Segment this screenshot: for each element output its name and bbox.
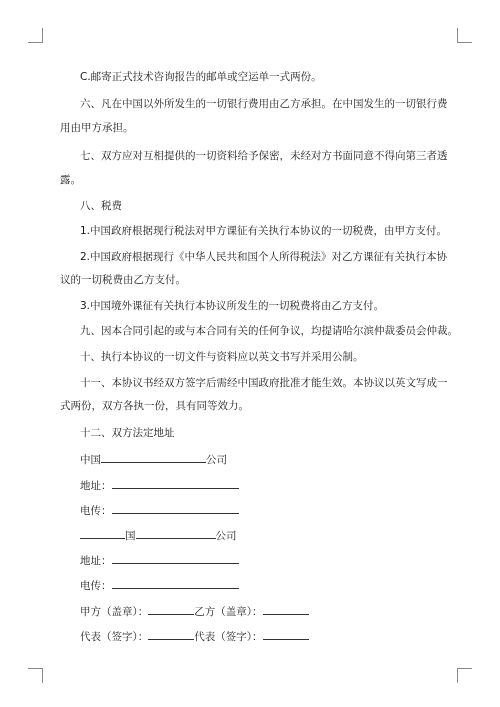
clause-7-line-1: 七、双方应对互相提供的一切资料给予保密，未经对方书面同意不得向第三者透: [80, 150, 448, 162]
clause-11-line-2: 式两份，双方各执一份，具有同等效力。: [60, 400, 249, 412]
seal-row: [80, 603, 309, 619]
party-a-seal-blank[interactable]: [148, 603, 194, 615]
foreign-country-blank[interactable]: [80, 527, 125, 539]
crop-mark-bottom-right: [457, 668, 472, 683]
clause-6-line-2: 用由甲方承担。: [60, 122, 134, 134]
china-telex-blank[interactable]: [112, 502, 239, 514]
clause-8-item-3: 3.中国境外课征有关执行本协议所发生的一切税费将由乙方支付。: [80, 300, 385, 312]
signature-row: [80, 628, 309, 644]
clause-c-mail: C.邮寄正式技术咨询报告的邮单或空运单一式两份。: [80, 71, 322, 83]
party-b-signature-blank[interactable]: [263, 628, 309, 640]
clause-10: 十、执行本协议的一切文件与资料应以英文书写并采用公制。: [80, 351, 364, 363]
party-a-seal-label: 甲方（盖章）：: [80, 606, 149, 618]
party-b-rep-label: 代表（签字）：: [194, 631, 263, 643]
china-company-name-blank[interactable]: [101, 451, 206, 463]
crop-mark-bottom-left: [28, 668, 43, 683]
address-label: 地址：: [80, 480, 112, 492]
telex-label: 电传：: [80, 505, 112, 517]
party-b-seal-label: 乙方（盖章）：: [194, 606, 263, 618]
address-label-foreign: 地址：: [80, 555, 112, 567]
foreign-telex-blank[interactable]: [112, 577, 239, 589]
clause-8-item-2-line-1: 2.中国政府根据现行《中华人民共和国个人所得税法》对乙方课征有关执行本协: [80, 251, 448, 263]
foreign-company-name-blank[interactable]: [136, 527, 216, 539]
foreign-company-row: [80, 527, 237, 543]
china-label: 中国: [80, 454, 101, 466]
clause-6-line-1: 六、凡在中国以外所发生的一切银行费用由乙方承担。在中国发生的一切银行费: [80, 98, 448, 110]
clause-11-line-1: 十一、本协议书经双方签字后需经中国政府批准才能生效。本协议以英文写成一: [80, 377, 448, 389]
country-label: 国: [125, 530, 136, 542]
china-address-blank[interactable]: [112, 477, 239, 489]
foreign-address-row: [80, 552, 239, 568]
party-a-rep-label: 代表（签字）：: [80, 631, 149, 643]
china-telex-row: [80, 502, 239, 518]
party-a-signature-blank[interactable]: [148, 628, 194, 640]
company-suffix: 公司: [206, 454, 227, 466]
clause-9: 九、因本合同引起的或与本合同有关的任何争议，均提请哈尔滨仲裁委员会仲裁。: [80, 325, 458, 337]
clause-12-title: 十二、双方法定地址: [80, 427, 175, 439]
crop-mark-top-right: [457, 28, 472, 43]
telex-label-foreign: 电传：: [80, 580, 112, 592]
clause-7-line-2: 露。: [60, 174, 81, 186]
china-company-row: [80, 451, 227, 467]
company-suffix-foreign: 公司: [215, 530, 237, 542]
clause-8-item-1: 1.中国政府根据现行税法对甲方课征有关执行本协议的一切税费，由甲方支付。: [80, 225, 448, 237]
foreign-address-blank[interactable]: [112, 552, 239, 564]
clause-8-item-2-line-2: 议的一切税费由乙方支付。: [60, 274, 186, 286]
crop-mark-top-left: [28, 28, 43, 43]
foreign-telex-row: [80, 577, 239, 593]
clause-8-title: 八、税费: [80, 200, 122, 212]
china-address-row: [80, 477, 239, 493]
party-b-seal-blank[interactable]: [263, 603, 309, 615]
